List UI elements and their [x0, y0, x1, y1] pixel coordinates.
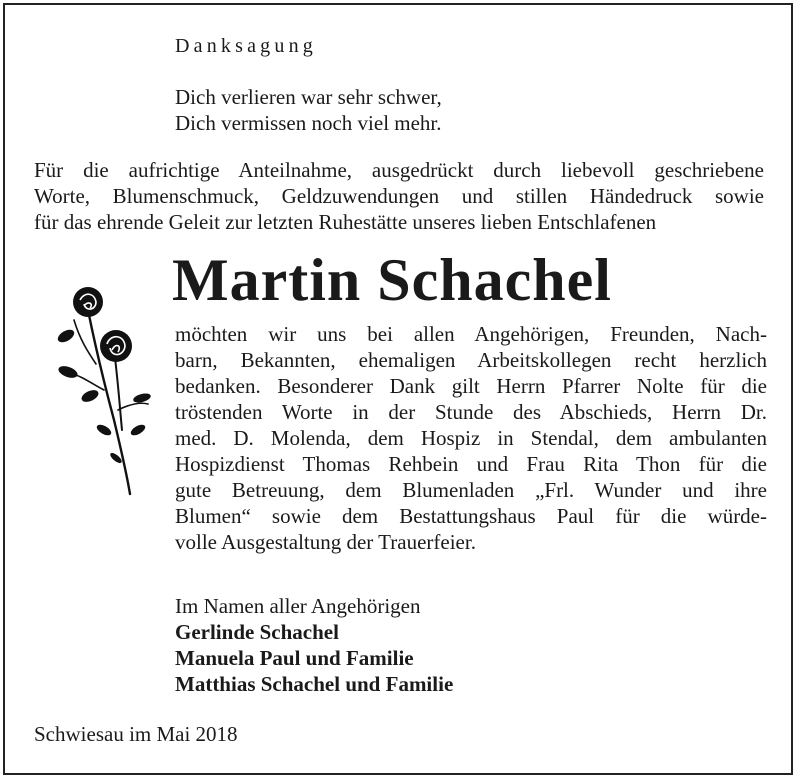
body-line: Blumen“ sowie dem Bestattungshaus Paul für die würde- — [175, 504, 767, 528]
signoff — [175, 593, 453, 697]
body-line: med. D. Molenda, dem Hospiz in Stendal, dem ambulanten — [175, 426, 767, 450]
body-line: möchten wir uns bei allen Angehörigen, Freunden, Nach- — [175, 322, 767, 346]
body-line: barn, Bekannten, ehemaligen Arbeitskollegen recht herzlich — [175, 348, 767, 372]
body-line: bedanken. Besonderer Dank gilt Herrn Pfarrer Nolte für die — [175, 374, 767, 398]
intro-line: Worte, Blumenschmuck, Geldzuwendungen und stillen Händedruck sowie — [34, 184, 764, 208]
thanks-paragraph — [175, 321, 767, 555]
signer-name: Manuela Paul und Familie — [175, 646, 414, 670]
place-date: Schwiesau im Mai 2018 — [34, 722, 238, 746]
body-line: tröstenden Worte in der Stunde des Abschieds, Herrn Dr. — [175, 400, 767, 424]
signoff-intro: Im Namen aller Angehörigen — [175, 594, 421, 618]
verse-line: Dich verlieren war sehr schwer, — [175, 85, 442, 109]
verse — [175, 84, 442, 136]
deceased-name: Martin Schachel — [172, 247, 612, 313]
intro-paragraph — [34, 157, 764, 235]
signer-name: Matthias Schachel und Familie — [175, 672, 454, 696]
intro-line: Für die aufrichtige Anteilnahme, ausgedrückt durch liebevoll geschriebene — [34, 158, 764, 182]
intro-line: für das ehrende Geleit zur letzten Ruhestätte unseres lieben Entschlafenen — [34, 210, 657, 234]
body-line: Hospizdienst Thomas Rehbein und Frau Rita Thon für die — [175, 452, 767, 476]
body-line: volle Ausgestaltung der Trauerfeier. — [175, 530, 476, 554]
rose-icon — [44, 280, 156, 500]
signer-name: Gerlinde Schachel — [175, 620, 339, 644]
body-line: gute Betreuung, dem Blumenladen „Frl. Wunder und ihre — [175, 478, 767, 502]
notice-heading: Danksagung — [175, 35, 317, 57]
verse-line: Dich vermissen noch viel mehr. — [175, 111, 442, 135]
